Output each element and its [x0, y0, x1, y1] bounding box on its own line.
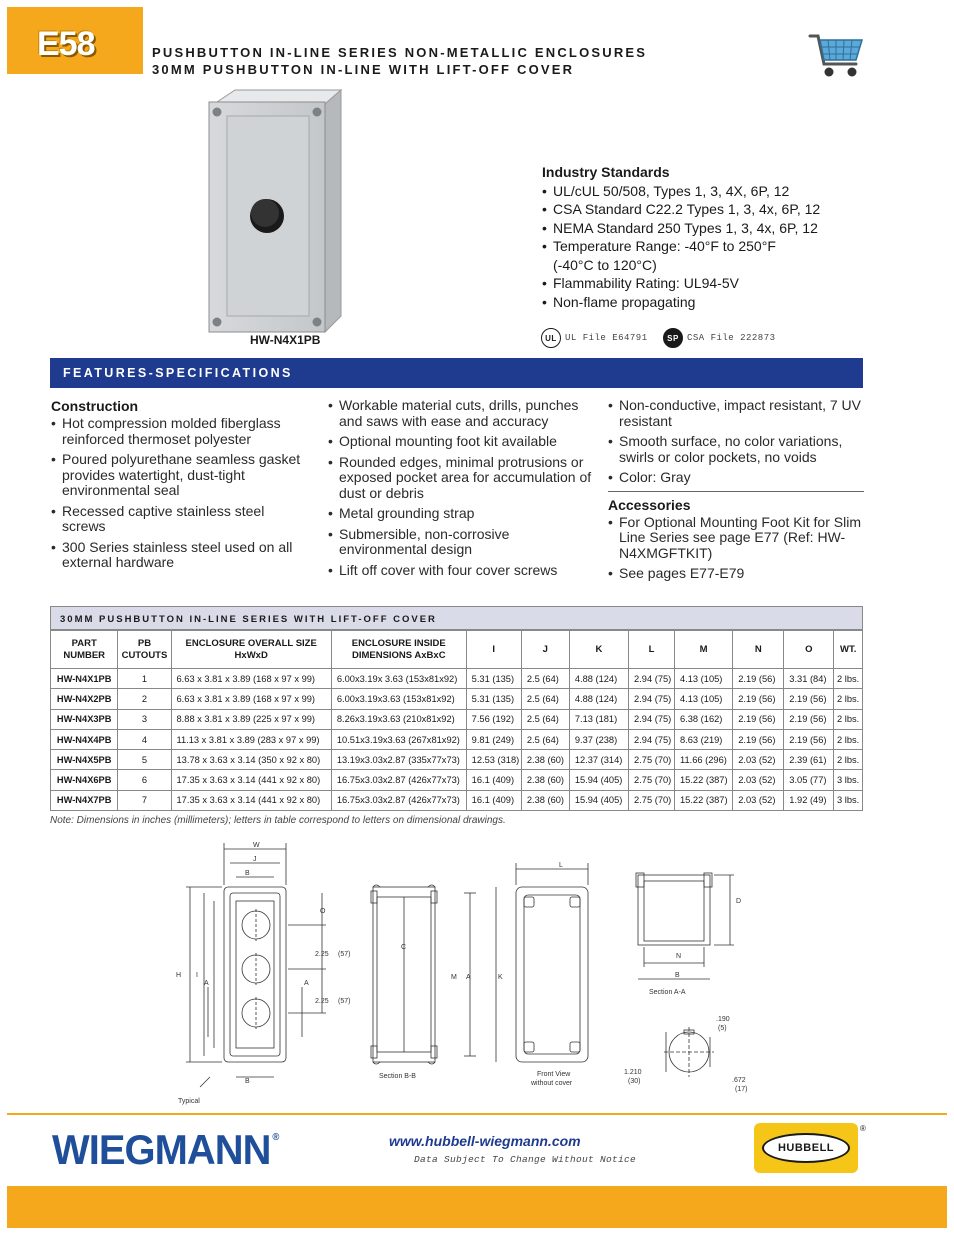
col-header-j: J	[521, 631, 569, 669]
table-cell: 12.53 (318)	[466, 750, 521, 770]
drawing-label-n: N	[676, 953, 682, 960]
list-item: • Rounded edges, minimal protrusions or exposed pocket area for accumulation of dust or debris	[328, 455, 593, 502]
header-title-line1: PUSHBUTTON IN-LINE SERIES NON-METALLIC ENCLOSURES	[152, 45, 648, 60]
list-item: • Flammability Rating: UL94-5V	[542, 274, 872, 293]
table-cell: 2.5 (64)	[521, 709, 569, 729]
list-item: • Recessed captive stainless steel screws	[51, 504, 311, 535]
table-cell: 4.88 (124)	[569, 689, 628, 709]
drawing-label-b-section: B	[675, 972, 680, 979]
table-cell: 8.63 (219)	[675, 729, 733, 749]
footer-rule	[7, 1113, 947, 1115]
table-cell: 16.75x3.03x2.87 (426x77x73)	[331, 770, 466, 790]
col-header-part: PART NUMBER	[51, 631, 118, 669]
ul-logo-icon: UL	[541, 328, 561, 348]
col-header-n: N	[733, 631, 784, 669]
table-cell: 6.00x3.19x3.63 (153x81x92)	[331, 689, 466, 709]
table-cell: 4	[118, 729, 171, 749]
divider	[608, 491, 864, 492]
standards-list	[542, 182, 872, 312]
ul-file-text: UL File E64791	[565, 333, 648, 343]
page-code: E58	[37, 25, 95, 63]
dimensions-table	[50, 606, 863, 811]
table-cell: 6	[118, 770, 171, 790]
hubbell-logo	[754, 1123, 858, 1173]
list-item: • UL/cUL 50/508, Types 1, 3, 4X, 6P, 12	[542, 182, 872, 201]
list-item: • See pages E77-E79	[608, 566, 864, 582]
table-cell: 2.19 (56)	[784, 709, 834, 729]
table-row	[51, 790, 863, 810]
table-cell: HW-N4X3PB	[51, 709, 118, 729]
list-item: • Hot compression molded fiberglass reinforced thermoset polyester	[51, 416, 311, 447]
table-cell: 4.13 (105)	[675, 689, 733, 709]
table-cell: 2.5 (64)	[521, 729, 569, 749]
table-cell: 6.63 x 3.81 x 3.89 (168 x 97 x 99)	[171, 669, 331, 689]
table-cell: 2.38 (60)	[521, 790, 569, 810]
table-cell: 11.66 (296)	[675, 750, 733, 770]
drawing-label-w: W	[253, 842, 260, 849]
drawing-label-l: L	[559, 862, 563, 869]
table-cell: 8.88 x 3.81 x 3.89 (225 x 97 x 99)	[171, 709, 331, 729]
drawing-front-view-2: without cover	[531, 1080, 573, 1087]
features-title: FEATURES-SPECIFICATIONS	[63, 366, 293, 380]
table-cell: 2.38 (60)	[521, 770, 569, 790]
drawing-label-i: I	[196, 972, 198, 979]
table-row	[51, 689, 863, 709]
bottom-band	[7, 1186, 947, 1228]
table-cell: 3 lbs.	[834, 790, 863, 810]
table-title: 30MM PUSHBUTTON IN-LINE SERIES WITH LIFT-OFF COVER	[50, 606, 863, 630]
table-cell: 12.37 (314)	[569, 750, 628, 770]
drawing-label-o: O	[320, 908, 326, 915]
table-row	[51, 750, 863, 770]
disclaimer: Data Subject To Change Without Notice	[414, 1154, 637, 1165]
drawing-label-a-section: A	[466, 974, 471, 981]
table-cell: 4.88 (124)	[569, 669, 628, 689]
table-cell: 13.78 x 3.63 x 3.14 (350 x 92 x 80)	[171, 750, 331, 770]
csa-file-text: CSA File 222873	[687, 333, 776, 343]
table-cell: 2.03 (52)	[733, 770, 784, 790]
table-cell: 15.94 (405)	[569, 790, 628, 810]
table-cell: 2.03 (52)	[733, 790, 784, 810]
table-cell: 2 lbs.	[834, 729, 863, 749]
table-note: Note: Dimensions in inches (millimeters); letters in table correspond to letters on dimensional drawings.	[50, 815, 506, 826]
table-cell: HW-N4X5PB	[51, 750, 118, 770]
list-item: • Color: Gray	[608, 470, 864, 486]
list-item: • Temperature Range: -40°F to 250°F (-40°C to 120°C)	[542, 237, 812, 274]
col-header-m: M	[675, 631, 733, 669]
list-item: • Submersible, non-corrosive environmental design	[328, 527, 593, 558]
col-header-inside: ENCLOSURE INSIDE DIMENSIONS AxBxC	[331, 631, 466, 669]
col-header-wt: WT.	[834, 631, 863, 669]
col-header-i: I	[466, 631, 521, 669]
drawing-label-b-bottom: B	[245, 1078, 250, 1085]
table-cell: HW-N4X7PB	[51, 790, 118, 810]
list-item: • Optional mounting foot kit available	[328, 434, 593, 450]
wiegmann-logo: WIEGMANN ®	[52, 1126, 279, 1173]
table-cell: 7.56 (192)	[466, 709, 521, 729]
list-item: • Smooth surface, no color variations, swirls or color pockets, no voids	[608, 434, 864, 465]
table-cell: 6.63 x 3.81 x 3.89 (168 x 97 x 99)	[171, 689, 331, 709]
list-item: • NEMA Standard 250 Types 1, 3, 4x, 6P, 12	[542, 219, 872, 238]
table-cell: 2.94 (75)	[629, 729, 675, 749]
drawing-dim-57-1: (57)	[338, 951, 351, 958]
table-cell: 2.94 (75)	[629, 669, 675, 689]
table-cell: 2.5 (64)	[521, 689, 569, 709]
drawing-label-m: M	[451, 974, 457, 981]
table-cell: 8.26x3.19x3.63 (210x81x92)	[331, 709, 466, 729]
table-cell: 2 lbs.	[834, 709, 863, 729]
list-item: • Workable material cuts, drills, punches and saws with ease and accuracy	[328, 398, 593, 429]
construction-heading: Construction	[51, 398, 139, 414]
drawing-dim-225-2: 2.25	[315, 998, 329, 1005]
table-cell: 16.1 (409)	[466, 770, 521, 790]
table-cell: 16.1 (409)	[466, 790, 521, 810]
drawing-dim-225-1: 2.25	[315, 951, 329, 958]
table-cell: 2 lbs.	[834, 669, 863, 689]
table-cell: 2.94 (75)	[629, 689, 675, 709]
table-cell: HW-N4X1PB	[51, 669, 118, 689]
table-cell: 3.31 (84)	[784, 669, 834, 689]
standards-title: Industry Standards	[542, 164, 670, 180]
col-header-l: L	[629, 631, 675, 669]
drawing-label-b: B	[245, 870, 250, 877]
col-header-o: O	[784, 631, 834, 669]
table-cell: 17.35 x 3.63 x 3.14 (441 x 92 x 80)	[171, 770, 331, 790]
header-title	[152, 44, 647, 78]
table-cell: 2.94 (75)	[629, 709, 675, 729]
drawing-dim-57-2: (57)	[338, 998, 351, 1005]
table-cell: 7	[118, 790, 171, 810]
list-item: • CSA Standard C22.2 Types 1, 3, 4x, 6P, 12	[542, 200, 872, 219]
table-cell: 17.35 x 3.63 x 3.14 (441 x 92 x 80)	[171, 790, 331, 810]
table-cell: 3 lbs.	[834, 770, 863, 790]
table-cell: 16.75x3.03x2.87 (426x77x73)	[331, 790, 466, 810]
features-column-3	[608, 398, 864, 587]
table-cell: 2.03 (52)	[733, 750, 784, 770]
drawing-label-a-right: A	[304, 980, 309, 987]
table-row	[51, 709, 863, 729]
accessories-heading: Accessories	[608, 496, 691, 513]
table-cell: 2.75 (70)	[629, 750, 675, 770]
csa-logo-icon: SP	[663, 328, 683, 348]
col-header-k: K	[569, 631, 628, 669]
table-cell: 2	[118, 689, 171, 709]
table-header-row	[51, 631, 863, 669]
table-cell: 2.19 (56)	[733, 729, 784, 749]
drawing-dim-5: (5)	[718, 1025, 727, 1032]
drawing-label-c: C	[401, 944, 407, 951]
hubbell-reg-mark: ®	[860, 1124, 866, 1133]
drawing-dim-17: (17)	[735, 1086, 748, 1093]
table-cell: 5.31 (135)	[466, 669, 521, 689]
drawing-label-a-left: A	[204, 980, 209, 987]
table-cell: 2.19 (56)	[733, 709, 784, 729]
col-header-overall: ENCLOSURE OVERALL SIZE HxWxD	[171, 631, 331, 669]
drawing-section-bb: Section B-B	[379, 1073, 416, 1080]
table-body	[51, 669, 863, 811]
list-item: • Non-conductive, impact resistant, 7 UV resistant	[608, 398, 864, 429]
table-cell: 2.75 (70)	[629, 770, 675, 790]
table-cell: 9.81 (249)	[466, 729, 521, 749]
table-cell: 15.94 (405)	[569, 770, 628, 790]
table-cell: HW-N4X4PB	[51, 729, 118, 749]
table-cell: 6.38 (162)	[675, 709, 733, 729]
ul-certification	[541, 328, 648, 348]
table-cell: 2.39 (61)	[784, 750, 834, 770]
list-item: • Poured polyurethane seamless gasket provides watertight, dust-tight environmental seal	[51, 452, 311, 499]
drawing-dim-672: .672	[732, 1077, 746, 1084]
table-row	[51, 729, 863, 749]
table-cell: HW-N4X2PB	[51, 689, 118, 709]
drawing-label-h: H	[176, 972, 182, 979]
table-cell: 2.19 (56)	[733, 669, 784, 689]
table-cell: HW-N4X6PB	[51, 770, 118, 790]
drawing-typical: Typical	[178, 1098, 200, 1105]
dimensional-drawings	[170, 837, 760, 1107]
drawing-dim-190: .190	[716, 1016, 730, 1023]
list-item: • Metal grounding strap	[328, 506, 593, 522]
table-cell: 3.05 (77)	[784, 770, 834, 790]
features-band	[50, 358, 863, 388]
table-cell: 15.22 (387)	[675, 790, 733, 810]
hubbell-logo-text: HUBBELL	[762, 1133, 850, 1163]
table-cell: 1.92 (49)	[784, 790, 834, 810]
table-cell: 2.38 (60)	[521, 750, 569, 770]
features-column-1	[51, 398, 311, 576]
list-item: • For Optional Mounting Foot Kit for Slim Line Series see page E77 (Ref: HW-N4XMGFTKIT)	[608, 515, 864, 562]
table-cell: 15.22 (387)	[675, 770, 733, 790]
table-cell: 5	[118, 750, 171, 770]
table-cell: 2 lbs.	[834, 689, 863, 709]
drawing-label-k: K	[498, 974, 503, 981]
drawing-label-d: D	[736, 898, 742, 905]
csa-certification	[663, 328, 776, 348]
drawing-front-view-1: Front View	[537, 1071, 571, 1078]
table-row	[51, 770, 863, 790]
header-title-line2: 30MM PUSHBUTTON IN-LINE WITH LIFT-OFF COVER	[152, 62, 575, 77]
table-cell: 2.19 (56)	[733, 689, 784, 709]
table-cell: 2.19 (56)	[784, 689, 834, 709]
page-tab	[7, 7, 143, 74]
table-cell: 5.31 (135)	[466, 689, 521, 709]
table-cell: 11.13 x 3.81 x 3.89 (283 x 97 x 99)	[171, 729, 331, 749]
table-cell: 6.00x3.19x 3.63 (153x81x92)	[331, 669, 466, 689]
list-item: • 300 Series stainless steel used on all external hardware	[51, 540, 311, 571]
table-cell: 4.13 (105)	[675, 669, 733, 689]
table-cell: 2.5 (64)	[521, 669, 569, 689]
product-photo	[205, 86, 345, 334]
product-caption: HW-N4X1PB	[250, 333, 321, 347]
list-item: • Non-flame propagating	[542, 293, 872, 312]
drawing-section-aa: Section A-A	[649, 989, 686, 996]
website-link[interactable]: www.hubbell-wiegmann.com	[389, 1133, 581, 1149]
drawing-dim-30: (30)	[628, 1078, 641, 1085]
drawing-labels	[176, 842, 747, 1105]
table-cell: 1	[118, 669, 171, 689]
table-cell: 3	[118, 709, 171, 729]
drawing-label-j: J	[253, 856, 257, 863]
table-cell: 13.19x3.03x2.87 (335x77x73)	[331, 750, 466, 770]
table-cell: 7.13 (181)	[569, 709, 628, 729]
table-cell: 2.75 (70)	[629, 790, 675, 810]
industry-standards	[542, 163, 872, 311]
shopping-cart-icon[interactable]	[808, 30, 864, 80]
table-cell: 9.37 (238)	[569, 729, 628, 749]
list-item: • Lift off cover with four cover screws	[328, 563, 593, 579]
table-row	[51, 669, 863, 689]
table-cell: 10.51x3.19x3.63 (267x81x92)	[331, 729, 466, 749]
col-header-pb: PB CUTOUTS	[118, 631, 171, 669]
table-cell: 2 lbs.	[834, 750, 863, 770]
drawing-dim-1210: 1.210	[624, 1069, 642, 1076]
table-cell: 2.19 (56)	[784, 729, 834, 749]
features-column-2	[328, 398, 593, 583]
